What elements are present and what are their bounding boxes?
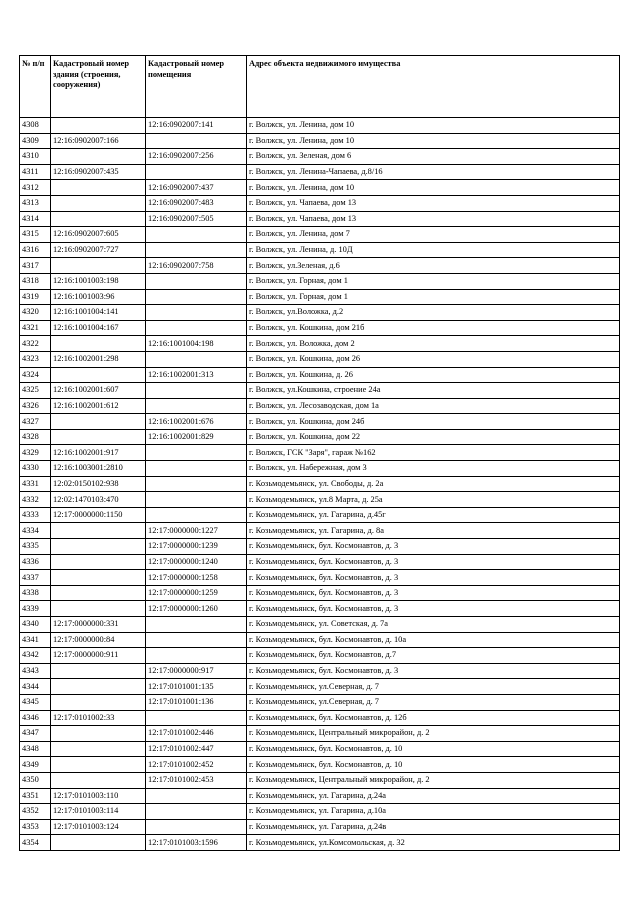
address: г. Козьмодемьянск, ул.Комсомольская, д. 32: [247, 835, 620, 851]
row-number: 4314: [20, 211, 51, 227]
premises-cadastral-number: [146, 289, 247, 305]
table-row: [20, 648, 620, 664]
row-number: 4339: [20, 601, 51, 617]
address: г. Волжск, ул. Кошкина, дом 24б: [247, 414, 620, 430]
row-number: 4329: [20, 445, 51, 461]
table-row: [20, 632, 620, 648]
address: г. Козьмодемьянск, ул.Северная, д. 7: [247, 694, 620, 710]
table-row: [20, 694, 620, 710]
premises-cadastral-number: 12:16:1002001:676: [146, 414, 247, 430]
table-row: [20, 133, 620, 149]
row-number: 4347: [20, 726, 51, 742]
property-register-table: [19, 55, 620, 851]
row-number: 4330: [20, 461, 51, 477]
building-cadastral-number: [51, 180, 146, 196]
building-cadastral-number: [51, 118, 146, 134]
premises-cadastral-number: 12:17:0101002:446: [146, 726, 247, 742]
building-cadastral-number: [51, 195, 146, 211]
address: г. Козьмодемьянск, ул. Гагарина, д.45г: [247, 507, 620, 523]
premises-cadastral-number: 12:17:0101003:1596: [146, 835, 247, 851]
row-number: 4341: [20, 632, 51, 648]
building-cadastral-number: [51, 149, 146, 165]
address: г. Козьмодемьянск, ул. Советская, д. 7а: [247, 617, 620, 633]
header-building-cadastral: Кадастровый номер здания (строения, сооружения): [51, 56, 146, 118]
table-row: [20, 180, 620, 196]
row-number: 4310: [20, 149, 51, 165]
premises-cadastral-number: 12:17:0000000:1259: [146, 585, 247, 601]
building-cadastral-number: 12:17:0101003:114: [51, 804, 146, 820]
row-number: 4320: [20, 305, 51, 321]
address: г. Козьмодемьянск, бул. Космонавтов, д. 3: [247, 663, 620, 679]
building-cadastral-number: [51, 554, 146, 570]
table-row: [20, 258, 620, 274]
row-number: 4336: [20, 554, 51, 570]
table-row: [20, 772, 620, 788]
premises-cadastral-number: 12:17:0000000:1239: [146, 539, 247, 555]
premises-cadastral-number: [146, 273, 247, 289]
premises-cadastral-number: 12:17:0101002:453: [146, 772, 247, 788]
building-cadastral-number: 12:17:0000000:331: [51, 617, 146, 633]
row-number: 4335: [20, 539, 51, 555]
building-cadastral-number: [51, 367, 146, 383]
row-number: 4343: [20, 663, 51, 679]
address: г. Козьмодемьянск, ул.Северная, д. 7: [247, 679, 620, 695]
address: г. Волжск, ул. Лесозаводская, дом 1а: [247, 398, 620, 414]
building-cadastral-number: 12:02:1470103:470: [51, 492, 146, 508]
address: г. Козьмодемьянск, Центральный микрорайон, д. 2: [247, 726, 620, 742]
premises-cadastral-number: [146, 648, 247, 664]
building-cadastral-number: [51, 336, 146, 352]
table-row: [20, 211, 620, 227]
address: г. Волжск, ул. Чапаева, дом 13: [247, 195, 620, 211]
address: г. Волжск, ул.Воложка, д.2: [247, 305, 620, 321]
address: г. Волжск, ул. Чапаева, дом 13: [247, 211, 620, 227]
table-row: [20, 523, 620, 539]
building-cadastral-number: 12:16:0902007:166: [51, 133, 146, 149]
building-cadastral-number: 12:17:0101003:110: [51, 788, 146, 804]
premises-cadastral-number: [146, 476, 247, 492]
premises-cadastral-number: 12:17:0101001:135: [146, 679, 247, 695]
building-cadastral-number: [51, 429, 146, 445]
row-number: 4328: [20, 429, 51, 445]
address: г. Козьмодемьянск, ул. Гагарина, д. 8а: [247, 523, 620, 539]
header-premises-cadastral: Кадастровый номер помещения: [146, 56, 247, 118]
row-number: 4331: [20, 476, 51, 492]
table-row: [20, 741, 620, 757]
table-row: [20, 383, 620, 399]
address: г. Козьмодемьянск, бул. Космонавтов, д. 10: [247, 741, 620, 757]
table-row: [20, 507, 620, 523]
address: г. Козьмодемьянск, бул. Космонавтов, д.7: [247, 648, 620, 664]
premises-cadastral-number: 12:17:0101001:136: [146, 694, 247, 710]
address: г. Козьмодемьянск, бул. Космонавтов, д. 3: [247, 554, 620, 570]
row-number: 4345: [20, 694, 51, 710]
row-number: 4326: [20, 398, 51, 414]
premises-cadastral-number: 12:17:0101002:447: [146, 741, 247, 757]
row-number: 4319: [20, 289, 51, 305]
building-cadastral-number: [51, 211, 146, 227]
building-cadastral-number: 12:17:0000000:1150: [51, 507, 146, 523]
row-number: 4346: [20, 710, 51, 726]
address: г. Козьмодемьянск, бул. Космонавтов, д. 10а: [247, 632, 620, 648]
row-number: 4352: [20, 804, 51, 820]
premises-cadastral-number: 12:17:0000000:1240: [146, 554, 247, 570]
row-number: 4324: [20, 367, 51, 383]
building-cadastral-number: 12:02:0150102:938: [51, 476, 146, 492]
premises-cadastral-number: [146, 164, 247, 180]
building-cadastral-number: [51, 772, 146, 788]
premises-cadastral-number: [146, 133, 247, 149]
premises-cadastral-number: 12:17:0000000:1227: [146, 523, 247, 539]
premises-cadastral-number: [146, 351, 247, 367]
address: г. Козьмодемьянск, бул. Космонавтов, д. 10: [247, 757, 620, 773]
address: г. Волжск, ул. Кошкина, дом 21б: [247, 320, 620, 336]
row-number: 4332: [20, 492, 51, 508]
building-cadastral-number: 12:16:0902007:727: [51, 242, 146, 258]
premises-cadastral-number: 12:16:1001004:198: [146, 336, 247, 352]
building-cadastral-number: 12:16:1002001:612: [51, 398, 146, 414]
premises-cadastral-number: [146, 507, 247, 523]
address: г. Козьмодемьянск, ул. Свободы, д. 2а: [247, 476, 620, 492]
address: г. Волжск, ул. Кошкина, дом 22: [247, 429, 620, 445]
address: г. Волжск, ул.Зеленая, д.6: [247, 258, 620, 274]
address: г. Волжск, ул. Ленина, дом 10: [247, 118, 620, 134]
premises-cadastral-number: 12:16:1002001:829: [146, 429, 247, 445]
building-cadastral-number: [51, 663, 146, 679]
premises-cadastral-number: 12:16:1002001:313: [146, 367, 247, 383]
row-number: 4348: [20, 741, 51, 757]
premises-cadastral-number: [146, 804, 247, 820]
row-number: 4349: [20, 757, 51, 773]
address: г. Козьмодемьянск, ул. Гагарина, д.24в: [247, 819, 620, 835]
table-row: [20, 336, 620, 352]
row-number: 4323: [20, 351, 51, 367]
premises-cadastral-number: [146, 632, 247, 648]
row-number: 4311: [20, 164, 51, 180]
premises-cadastral-number: [146, 227, 247, 243]
table-row: [20, 414, 620, 430]
row-number: 4351: [20, 788, 51, 804]
premises-cadastral-number: [146, 492, 247, 508]
building-cadastral-number: [51, 726, 146, 742]
table-row: [20, 305, 620, 321]
building-cadastral-number: 12:16:1001003:198: [51, 273, 146, 289]
address: г. Козьмодемьянск, ул. Гагарина, д.10а: [247, 804, 620, 820]
building-cadastral-number: [51, 601, 146, 617]
address: г. Козьмодемьянск, ул. Гагарина, д.24а: [247, 788, 620, 804]
address: г. Волжск, ул.Кошкина, строение 24а: [247, 383, 620, 399]
premises-cadastral-number: 12:17:0000000:1258: [146, 570, 247, 586]
table-row: [20, 601, 620, 617]
building-cadastral-number: 12:16:1001004:141: [51, 305, 146, 321]
building-cadastral-number: [51, 694, 146, 710]
address: г. Козьмодемьянск, Центральный микрорайон, д. 2: [247, 772, 620, 788]
premises-cadastral-number: [146, 398, 247, 414]
building-cadastral-number: 12:16:1002001:917: [51, 445, 146, 461]
premises-cadastral-number: [146, 320, 247, 336]
table-row: [20, 429, 620, 445]
table-row: [20, 679, 620, 695]
premises-cadastral-number: 12:16:0902007:505: [146, 211, 247, 227]
address: г. Козьмодемьянск, бул. Космонавтов, д. 3: [247, 585, 620, 601]
premises-cadastral-number: [146, 710, 247, 726]
address: г. Волжск, ул. Кошкина, дом 26: [247, 351, 620, 367]
building-cadastral-number: 12:16:0902007:605: [51, 227, 146, 243]
address: г. Козьмодемьянск, бул. Космонавтов, д. 3: [247, 539, 620, 555]
row-number: 4321: [20, 320, 51, 336]
building-cadastral-number: [51, 835, 146, 851]
header-row: [20, 56, 620, 118]
address: г. Волжск, ул. Зеленая, дом 6: [247, 149, 620, 165]
table-row: [20, 398, 620, 414]
address: г. Волжск, ул. Ленина, дом 10: [247, 133, 620, 149]
building-cadastral-number: 12:16:1002001:298: [51, 351, 146, 367]
premises-cadastral-number: 12:16:0902007:758: [146, 258, 247, 274]
row-number: 4316: [20, 242, 51, 258]
premises-cadastral-number: [146, 383, 247, 399]
row-number: 4354: [20, 835, 51, 851]
row-number: 4315: [20, 227, 51, 243]
table-row: [20, 570, 620, 586]
premises-cadastral-number: [146, 819, 247, 835]
address: г. Волжск, ул. Набережная, дом 3: [247, 461, 620, 477]
table-row: [20, 554, 620, 570]
address: г. Козьмодемьянск, бул. Космонавтов, д. 3: [247, 601, 620, 617]
row-number: 4312: [20, 180, 51, 196]
premises-cadastral-number: 12:16:0902007:483: [146, 195, 247, 211]
building-cadastral-number: [51, 523, 146, 539]
table-row: [20, 149, 620, 165]
row-number: 4309: [20, 133, 51, 149]
building-cadastral-number: [51, 585, 146, 601]
building-cadastral-number: 12:16:0902007:435: [51, 164, 146, 180]
row-number: 4333: [20, 507, 51, 523]
table-row: [20, 710, 620, 726]
row-number: 4308: [20, 118, 51, 134]
row-number: 4344: [20, 679, 51, 695]
premises-cadastral-number: 12:16:0902007:141: [146, 118, 247, 134]
address: г. Козьмодемьянск, ул.8 Марта, д. 25а: [247, 492, 620, 508]
table-row: [20, 164, 620, 180]
address: г. Волжск, ул. Ленина, д. 10Д: [247, 242, 620, 258]
table-row: [20, 367, 620, 383]
table-row: [20, 804, 620, 820]
table-row: [20, 492, 620, 508]
address: г. Козьмодемьянск, бул. Космонавтов, д. 12б: [247, 710, 620, 726]
table-row: [20, 227, 620, 243]
premises-cadastral-number: 12:17:0000000:1260: [146, 601, 247, 617]
header-address: Адрес объекта недвижимого имущества: [247, 56, 620, 118]
table-row: [20, 819, 620, 835]
table-row: [20, 476, 620, 492]
row-number: 4338: [20, 585, 51, 601]
premises-cadastral-number: 12:17:0000000:917: [146, 663, 247, 679]
table-row: [20, 663, 620, 679]
row-number: 4337: [20, 570, 51, 586]
row-number: 4322: [20, 336, 51, 352]
address: г. Волжск, ул. Горная, дом 1: [247, 273, 620, 289]
building-cadastral-number: [51, 757, 146, 773]
header-num: № п/п: [20, 56, 51, 118]
address: г. Волжск, ул. Ленина, дом 10: [247, 180, 620, 196]
table-row: [20, 242, 620, 258]
table-row: [20, 788, 620, 804]
building-cadastral-number: 12:16:1001004:167: [51, 320, 146, 336]
table-row: [20, 289, 620, 305]
row-number: 4340: [20, 617, 51, 633]
premises-cadastral-number: [146, 305, 247, 321]
row-number: 4353: [20, 819, 51, 835]
table-row: [20, 726, 620, 742]
building-cadastral-number: [51, 570, 146, 586]
table-body: [20, 118, 620, 851]
row-number: 4350: [20, 772, 51, 788]
table-row: [20, 585, 620, 601]
building-cadastral-number: 12:17:0000000:911: [51, 648, 146, 664]
table-row: [20, 835, 620, 851]
premises-cadastral-number: [146, 445, 247, 461]
table-row: [20, 461, 620, 477]
address: г. Волжск, ул. Ленина, дом 7: [247, 227, 620, 243]
building-cadastral-number: [51, 539, 146, 555]
table-row: [20, 757, 620, 773]
table-row: [20, 445, 620, 461]
premises-cadastral-number: 12:16:0902007:256: [146, 149, 247, 165]
row-number: 4313: [20, 195, 51, 211]
building-cadastral-number: 12:17:0000000:84: [51, 632, 146, 648]
row-number: 4342: [20, 648, 51, 664]
table-row: [20, 273, 620, 289]
building-cadastral-number: 12:16:1003001:2810: [51, 461, 146, 477]
premises-cadastral-number: [146, 788, 247, 804]
row-number: 4327: [20, 414, 51, 430]
building-cadastral-number: [51, 741, 146, 757]
premises-cadastral-number: 12:16:0902007:437: [146, 180, 247, 196]
table-row: [20, 118, 620, 134]
address: г. Волжск, ул. Горная, дом 1: [247, 289, 620, 305]
table-row: [20, 320, 620, 336]
address: г. Волжск, ул. Ленина-Чапаева, д.8/16: [247, 164, 620, 180]
row-number: 4318: [20, 273, 51, 289]
building-cadastral-number: 12:17:0101002:33: [51, 710, 146, 726]
address: г. Волжск, ул. Кошкина, д. 26: [247, 367, 620, 383]
table-row: [20, 539, 620, 555]
table-row: [20, 351, 620, 367]
row-number: 4334: [20, 523, 51, 539]
premises-cadastral-number: [146, 242, 247, 258]
building-cadastral-number: [51, 258, 146, 274]
table-row: [20, 617, 620, 633]
row-number: 4317: [20, 258, 51, 274]
table-row: [20, 195, 620, 211]
address: г. Козьмодемьянск, бул. Космонавтов, д. 3: [247, 570, 620, 586]
premises-cadastral-number: [146, 461, 247, 477]
address: г. Волжск, ГСК "Заря", гараж №162: [247, 445, 620, 461]
address: г. Волжск, ул. Воложка, дом 2: [247, 336, 620, 352]
building-cadastral-number: [51, 414, 146, 430]
premises-cadastral-number: 12:17:0101002:452: [146, 757, 247, 773]
building-cadastral-number: [51, 679, 146, 695]
premises-cadastral-number: [146, 617, 247, 633]
building-cadastral-number: 12:17:0101003:124: [51, 819, 146, 835]
building-cadastral-number: 12:16:1001003:96: [51, 289, 146, 305]
building-cadastral-number: 12:16:1002001:607: [51, 383, 146, 399]
row-number: 4325: [20, 383, 51, 399]
